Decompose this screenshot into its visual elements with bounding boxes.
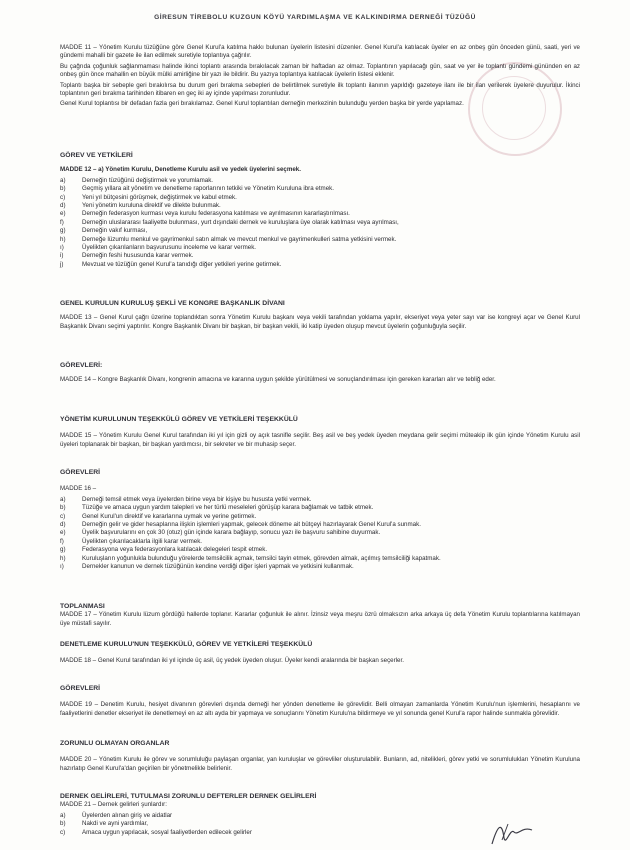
list-item: f) Derneğin uluslararası faaliyette bulunması, yurt dışındaki dernek ve kuruluşlara üye olarak katılması veya ayrılması, — [60, 218, 399, 226]
gorevleri-14-section — [60, 362, 580, 387]
toplanmasi-section — [60, 603, 580, 630]
document-title: GİRESUN TİREBOLU KUZGUN KÖYÜ YARDIMLAŞMA VE KALKINDIRMA DERNEĞİ TÜZÜĞÜ — [154, 14, 476, 21]
section-heading: YÖNETİM KURULUNUN TEŞEKKÜLÜ GÖREV VE YETKİLERİ TEŞEKKÜLÜ — [60, 416, 298, 423]
organlar-section — [60, 740, 580, 775]
paragraph: MADDE 20 – Yönetim Kurulu ile görev ve sorumluluğu paylaşan organlar, yan kuruluşlar ve görevliler oluşturulabilir. Bunların, ad, nitelikleri, görev yetki ve sorumlulukları Yönetim Kuruluna hazırlatıp Genel Kurul'a'dan geçirilen bir yönetmelikle belirlenir. — [60, 756, 580, 772]
paragraph: MADDE 18 – Genel Kurul tarafından iki yıl içinde üç asil, üç yedek üyeden oluşur. Üyeler kendi aralarında bir başkan seçerler. — [60, 657, 404, 665]
gorevleri-19-section — [60, 685, 580, 720]
section-heading: GÖREVLERİ — [60, 685, 101, 692]
section-heading: GENEL KURULUN KURULUŞ ŞEKLİ VE KONGRE BAŞKANLIK DİVANI — [60, 300, 285, 307]
list-item: h) Kuruluşların yoğunlukla bulunduğu yörelerde temsilcilik açmak, temsilci tayin etmek, görevden almak, açılmış temsilciliği kapatmak. — [60, 554, 441, 562]
signature — [488, 818, 534, 848]
list-item: a) Derneği temsil etmek veya üyelerden birine veya bir kişiye bu hususta yetki vermek. — [60, 495, 312, 503]
list-item: a) Üyelerden alınan giriş ve aidatlar — [60, 811, 173, 819]
paragraph: MADDE 11 – Yönetim Kurulu tüzüğüne göre Genel Kurul'a katılma hakkı bulunan üyelerin listesini düzenler. Genel Kurul'a katılacak üyeler en az onbeş gün önceden günü, saati, yeri ve gündemi mahalli bir gazete ile ilan edilmek suretiyle toplantıya çağrılır. — [60, 44, 580, 60]
section-heading: DERNEK GELİRLERİ, TUTULMASI ZORUNLU DEFTERLER DERNEK GELİRLERİ — [60, 793, 317, 800]
paragraph: MADDE 13 – Genel Kurul çağrı üzerine toplandıktan sonra Yönetim Kurulu başkanı veya vekili tarafından yoklama yapılır, ekseriyet veya yeter sayı var ise kongreyi açar ve Genel Kurul Başkanlık Divanı seçimi yaptırılır. Kongre Başkanlık Divanı bir başkan, bir başkan vekili, iki katip üyeden oluşup mevcut üyelerin çoğunluğuyla seçilir. — [60, 314, 580, 330]
paragraph: MADDE 15 – Yönetim Kurulu Genel Kurul tarafından iki yıl için gizli oy açık tasnifle seçilir. Beş asil ve beş yedek üyeden meydana gelir seçimi müteakip ilk gün içinde Yönetim Kurulu asil üyeleri toplanarak bir başkan, bir başkan yardımcısı, bir sekreter ve bir muhasip seçer. — [60, 432, 580, 448]
paragraph: MADDE 17 – Yönetim Kurulu lüzum gördüğü hallerde toplanır. Kararlar çoğunluk ile alınır. İzinsiz veya meşru özrü olmaksızın arka arkaya üç defa Yönetim Kurulu toplantılarına katılmayan üye müstafi sayılır. — [60, 611, 580, 627]
list-item: c) Yeni yıl bütçesini görüşmek, değiştirmek ve kabul etmek. — [60, 193, 237, 201]
list — [60, 177, 580, 269]
paragraph: Genel Kurul toplantısı bir defadan fazla geri bırakılamaz. Genel Kurul toplantıları derneğin merkezinin bulunduğu yerden başka bir yerde yapılamaz. — [60, 100, 464, 108]
list-item: i) Derneğin feshi hususunda karar vermek. — [60, 252, 194, 260]
paragraph: MADDE 19 – Denetim Kurulu, hesiyet divanının görevleri dışında derneği her yönden denetleme ile görevlidir. Belli olmayan zamanlarda Yönetim Kurulu'nun işlemlerini, hesaplarını ve faaliyetlerini denetler ekseriyet ile denetlemeyi en az altı ayda bir yapmaya ve sonuçlarını Yönetim Kurulu'na bildirmeye ve yıl sonunda genel Kurul'a rapor halinde sunmakla görevlidir. — [60, 701, 580, 717]
paragraph: MADDE 16 – — [60, 485, 97, 493]
list-item: d) Derneğin gelir ve gider hesaplarına ilişkin işlemleri yapmak, gelecek döneme ait bütçeyi hazırlayarak Genel Kurul'a sunmak. — [60, 521, 421, 529]
list-item: c) Genel Kurul'un direktif ve kararlarına uymak ve yerine getirmek. — [60, 512, 257, 520]
paragraph: MADDE 14 – Kongre Başkanlık Divanı, kongrenin amacına ve kararına uygun şekilde yürütülmesi ve sonuçlandırılması için gereken kararları alır ve tebliğ eder. — [60, 376, 496, 384]
list-item: b) Nakdi ve ayni yardımlar, — [60, 820, 149, 828]
section-heading: TOPLANMASI — [60, 603, 105, 610]
section-heading: GÖREVLERİ — [60, 469, 101, 476]
list-item: e) Derneğin federasyon kurması veya kurulu federasyona katılması ve ayrılmasının kararlaştırılması. — [60, 210, 350, 218]
section-heading: ZORUNLU OLMAYAN ORGANLAR — [60, 740, 170, 747]
list-item: h) Derneğe lüzumlu menkul ve gayrimenkul satın almak ve mevcut menkul ve gayrimenkulleri satma yetkisini vermek. — [60, 235, 397, 243]
divan-section — [60, 300, 580, 333]
list-item: j) Mevzuat ve tüzüğün genel Kurul'a tanıdığı diğer yetkileri yerine getirmek. — [60, 260, 282, 268]
paragraph: MADDE 12 – a) Yönetim Kurulu, Denetleme Kurulu asil ve yedek üyelerini seçmek. — [60, 166, 301, 174]
paragraph: Bu çağrıda çoğunluk sağlanmaması halinde ikinci toplantı arasında bırakılacak zaman bir haftadan az olmaz. Toplantının yapılacağı gün, saat ve yer ile toplantı gündemi gününden en az onbeş gün önce mahallin en büyük mülki amirliğine bir yazı ile bildirir. Bu yazıya toplantıya katılacak üyelerin listesi eklenir. — [60, 62, 580, 79]
gorev-yetkileri-section — [60, 152, 580, 269]
list-item: g) Federasyona veya federasyonlara katılacak delegeleri tespit etmek. — [60, 546, 268, 554]
madde-11-section — [60, 44, 580, 111]
yonetim-kurulu-section — [60, 416, 580, 451]
list-item: b) Geçmiş yıllara ait yönetim ve denetleme raporlarının tetkiki ve Yönetim Kuruluna ibra etmek. — [60, 185, 334, 193]
denetleme-section — [60, 641, 580, 668]
list-item: c) Amaca uygun yapılacak, sosyal faaliyetlerden edilecek gelirler — [60, 828, 252, 836]
gorevleri-16-section — [60, 469, 580, 571]
list-item: d) Yeni yönetim kuruluna direktif ve dilekte bulunmak. — [60, 202, 221, 210]
list-item: b) Tüzüğe ve amaca uygun yardım talepleri ve her türlü meseleleri görüşüp karara bağlamak ve tatbik etmek. — [60, 504, 374, 512]
paragraph: MADDE 21 – Dernek gelirleri şunlardır: — [60, 801, 167, 809]
section-heading: DENETLEME KURULU'NUN TEŞEKKÜLÜ, GÖREV VE YETKİLERİ TEŞEKKÜLÜ — [60, 641, 313, 648]
list-item: e) Üyelik başvurularını en çok 30 (otuz) gün içinde karara bağlayıp, sonucu yazı ile başvuru sahibine duyurmak. — [60, 529, 381, 537]
list-item: ı) Üyelikten çıkarılanların başvurusunu inceleme ve karar vermek. — [60, 244, 257, 252]
section-heading: GÖREVLERİ: — [60, 362, 103, 369]
list-item: a) Derneğin tüzüğünü değiştirmek ve yorumlamak. — [60, 176, 214, 184]
paragraph: Toplantı başka bir sebeple geri bırakılırsa bu durum geri bırakma sebepleri de belirtilmek suretiyle ilk toplantı ilanının yapıldığı gazeteye ilanı ile bir ilan verilerek üyelere duyurulur. İkinci toplantının geri bırakma tarihinden itibaren en geç iki ay içinde yapılması zorunludur. — [60, 81, 580, 98]
section-heading: GÖREV VE YETKİLERİ — [60, 152, 133, 159]
list — [60, 496, 580, 572]
list-item: g) Derneğin vakıf kurması, — [60, 227, 148, 235]
list-item: ı) Dernekler kanunun ve dernek tüzüğünün kendine verdiği diğer işleri yapmak ve yetkisini kullanmak. — [60, 563, 354, 571]
list-item: f) Üyelikten çıkarılacaklarla ilgili karar vermek. — [60, 537, 203, 545]
